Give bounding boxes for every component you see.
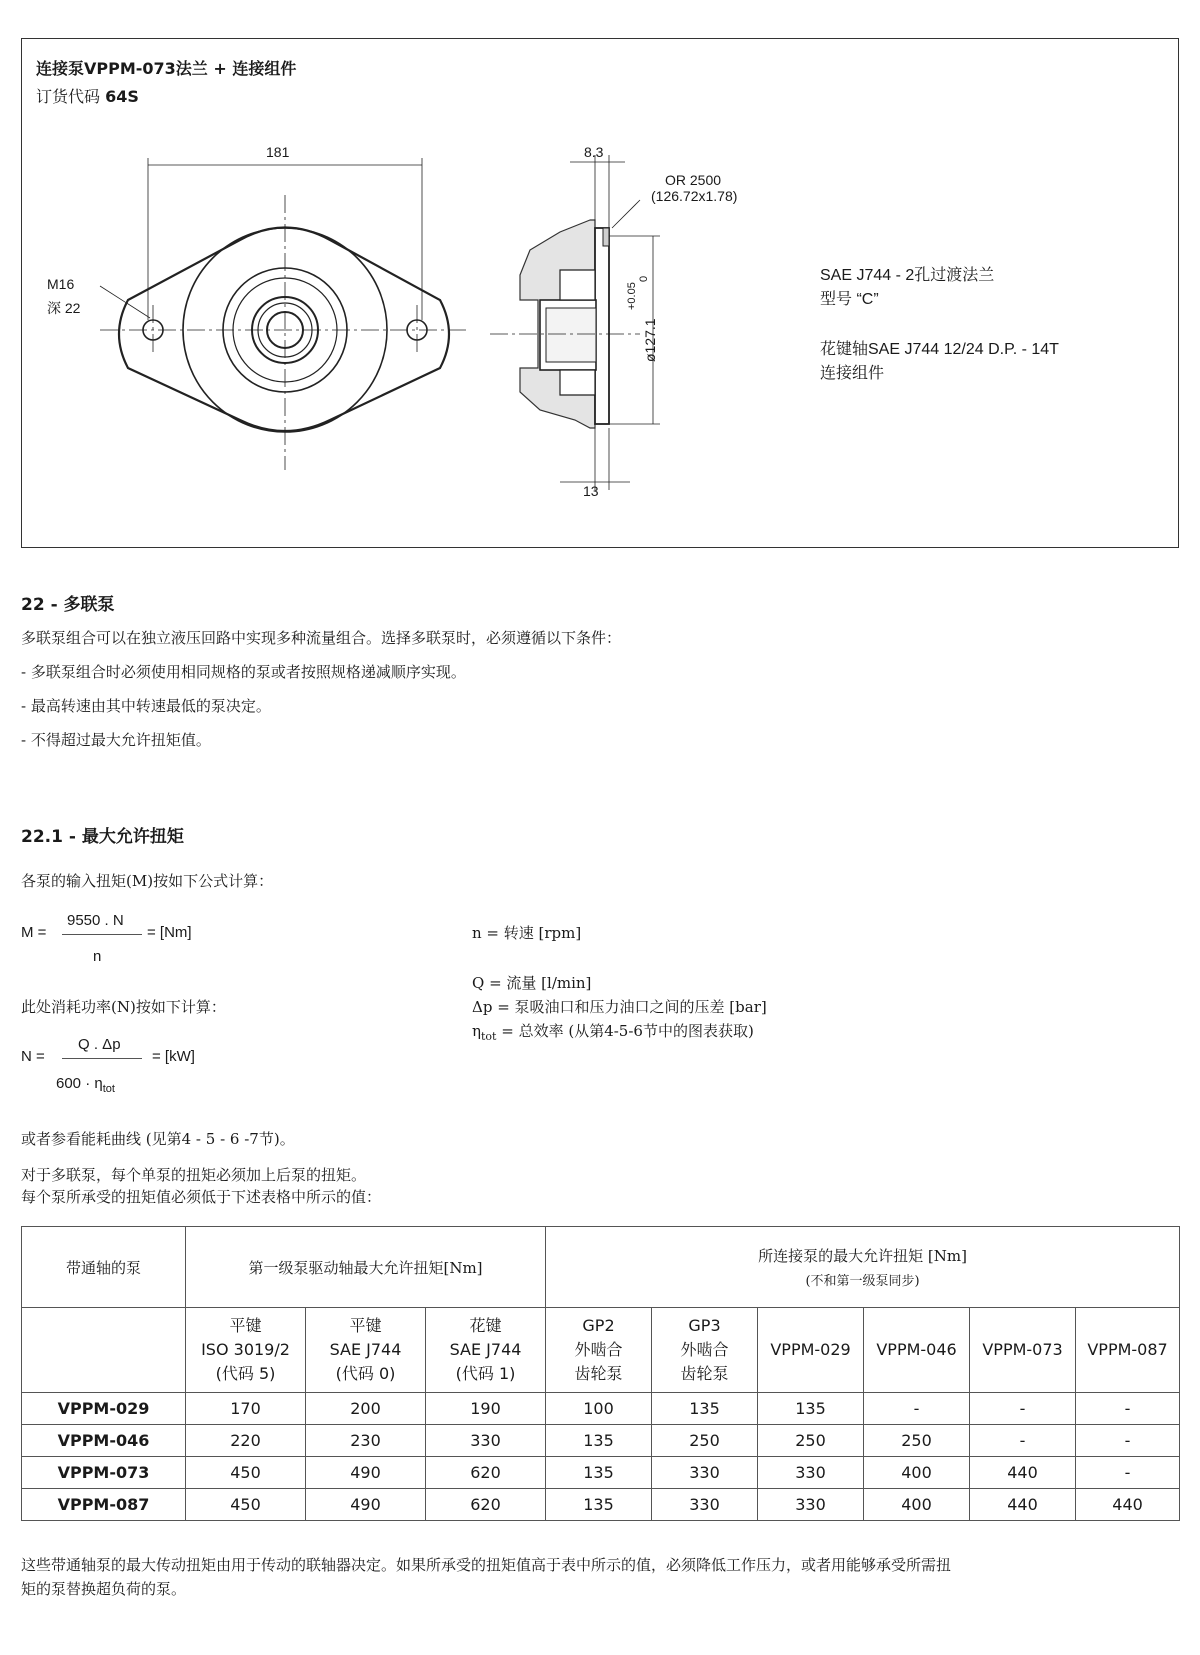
formula-n-numerator: Q . Δp xyxy=(78,1036,121,1053)
table-cell: 620 xyxy=(426,1457,546,1489)
footer-note-line-2: 矩的泵替换超负荷的泵。 xyxy=(21,1580,187,1598)
formula-m-rhs: = [Nm] xyxy=(147,924,192,941)
condition-item: - 最高转速由其中转速最低的泵决定。 xyxy=(21,697,271,715)
dim-13-label: 13 xyxy=(583,483,599,499)
table-cell: 330 xyxy=(426,1425,546,1457)
table-header-row xyxy=(22,1227,1180,1308)
power-formula-intro: 此处消耗功率(N)按如下计算： xyxy=(21,998,226,1016)
subheader-line: 外啮合 xyxy=(680,1340,729,1359)
subheader-flat-key-iso xyxy=(186,1308,306,1393)
subheader-gp2 xyxy=(546,1308,652,1393)
thread-leader xyxy=(100,286,150,318)
table-cell: 330 xyxy=(758,1457,864,1489)
front-view xyxy=(100,158,470,470)
flange-groove xyxy=(603,228,609,246)
subheader-line: 齿轮泵 xyxy=(680,1364,729,1383)
table-cell: - xyxy=(1076,1425,1180,1457)
legend-eta-sub: tot xyxy=(481,1030,497,1043)
table-cell: 450 xyxy=(186,1457,306,1489)
step-lower xyxy=(560,370,595,395)
formula-n-denominator xyxy=(56,1075,115,1095)
drawing-title: 连接泵VPPM-073法兰 + 连接组件 xyxy=(36,59,297,78)
table-cell: 135 xyxy=(546,1489,652,1521)
table-cell: 440 xyxy=(970,1457,1076,1489)
legend-flow: Q = 流量 [l/min] xyxy=(472,974,592,992)
subheader-line: 平键 xyxy=(349,1316,382,1335)
torque-table xyxy=(21,1226,1180,1521)
subheader-line: (代码 0) xyxy=(335,1364,396,1383)
table-subheader-row xyxy=(22,1308,1180,1393)
table-cell: 250 xyxy=(758,1425,864,1457)
table-cell: 490 xyxy=(306,1457,426,1489)
header-first-stage: 第一级泵驱动轴最大允许扭矩[Nm] xyxy=(186,1227,546,1308)
table-row xyxy=(22,1457,1180,1489)
table-row xyxy=(22,1425,1180,1457)
note-spline: 花键轴SAE J744 12/24 D.P. - 14T xyxy=(820,341,1059,358)
table-cell: 440 xyxy=(970,1489,1076,1521)
dim-181-label: 181 xyxy=(266,144,290,160)
legend-eta-text: = 总效率 (从第4-5-6节中的图表获取) xyxy=(496,1022,754,1040)
condition-item: - 多联泵组合时必须使用相同规格的泵或者按照规格递减顺序实现。 xyxy=(21,663,466,681)
formula-m-numerator: 9550 . N xyxy=(67,912,124,929)
table-row xyxy=(22,1489,1180,1521)
table-cell: 330 xyxy=(652,1489,758,1521)
formula-n-rhs: = [kW] xyxy=(152,1048,195,1065)
subheader-line: 齿轮泵 xyxy=(574,1364,623,1383)
header-connected xyxy=(546,1227,1180,1308)
row-pump-name: VPPM-087 xyxy=(22,1489,186,1521)
table-cell: - xyxy=(1076,1393,1180,1425)
depth-label: 深 22 xyxy=(47,300,81,316)
table-cell: 450 xyxy=(186,1489,306,1521)
note-coupling: 连接组件 xyxy=(820,365,885,382)
thread-label: M16 xyxy=(47,276,75,292)
subheader-spline-sae xyxy=(426,1308,546,1393)
order-code-value: 64S xyxy=(105,87,139,106)
tolerance-zero: 0 xyxy=(638,275,650,282)
table-cell: 620 xyxy=(426,1489,546,1521)
section-22-1-heading: 22.1 - 最大允许扭矩 xyxy=(21,827,184,847)
legend-eta-symbol: η xyxy=(472,1022,481,1040)
section-22-intro: 多联泵组合可以在独立液压回路中实现多种流量组合。选择多联泵时，必须遵循以下条件： xyxy=(21,629,622,647)
subheader-line: 外啮合 xyxy=(574,1340,623,1359)
table-cell: 135 xyxy=(546,1425,652,1457)
table-cell: 250 xyxy=(652,1425,758,1457)
table-cell: 220 xyxy=(186,1425,306,1457)
table-cell: - xyxy=(864,1393,970,1425)
table-cell: 330 xyxy=(652,1457,758,1489)
curve-reference: 或者参看能耗曲线 (见第4 - 5 - 6 -7节)。 xyxy=(21,1130,295,1148)
subheader-line: GP3 xyxy=(688,1316,721,1335)
formula-m-lhs: M = xyxy=(21,924,47,941)
order-code-label: 订货代码 xyxy=(36,87,106,106)
table-cell: 135 xyxy=(652,1393,758,1425)
table-row xyxy=(22,1393,1180,1425)
subheader-gp3 xyxy=(652,1308,758,1393)
formula-m-denominator: n xyxy=(93,948,102,965)
oring-size-label: (126.72x1.78) xyxy=(651,188,738,204)
flange-section xyxy=(595,228,609,424)
table-cell: 135 xyxy=(546,1457,652,1489)
subheader-line: SAE J744 xyxy=(329,1340,402,1359)
legend-pressure-diff: Δp = 泵吸油口和压力油口之间的压差 [bar] xyxy=(472,998,767,1016)
formula-n-lhs: N = xyxy=(21,1048,45,1065)
subheader-line: GP2 xyxy=(582,1316,615,1335)
section-22-heading: 22 - 多联泵 xyxy=(21,595,115,615)
step-upper xyxy=(560,270,595,300)
condition-item: - 不得超过最大允许扭矩值。 xyxy=(21,731,211,749)
flange-drawing xyxy=(0,0,1200,560)
table-cell: 230 xyxy=(306,1425,426,1457)
legend-efficiency xyxy=(472,1020,754,1043)
table-cell: 190 xyxy=(426,1393,546,1425)
multi-pump-note-1: 对于多联泵，每个单泵的扭矩必须加上后泵的扭矩。 xyxy=(21,1166,367,1184)
pilot-diameter-label: ø127.1 xyxy=(642,318,658,362)
subheader-line: 平键 xyxy=(229,1316,262,1335)
row-pump-name: VPPM-029 xyxy=(22,1393,186,1425)
subheader-vppm-073: VPPM-073 xyxy=(970,1308,1076,1393)
header-pump: 带通轴的泵 xyxy=(22,1227,186,1308)
formula-n-den-main: 600 · η xyxy=(56,1075,103,1092)
table-cell: 100 xyxy=(546,1393,652,1425)
subheader-line: (代码 1) xyxy=(455,1364,516,1383)
table-cell: - xyxy=(970,1393,1076,1425)
table-cell: - xyxy=(1076,1457,1180,1489)
row-pump-name: VPPM-073 xyxy=(22,1457,186,1489)
tolerance-plus: +0.05 xyxy=(626,282,638,310)
table-cell: 440 xyxy=(1076,1489,1180,1521)
subheader-vppm-029: VPPM-029 xyxy=(758,1308,864,1393)
multi-pump-note-2: 每个泵所承受的扭矩值必须低于下述表格中所示的值： xyxy=(21,1188,382,1206)
note-flange-type: SAE J744 - 2孔过渡法兰 xyxy=(820,267,995,284)
formula-m-fraction-bar xyxy=(62,934,142,935)
torque-formula-intro: 各泵的输入扭矩(M)按如下公式计算： xyxy=(21,872,274,890)
row-pump-name: VPPM-046 xyxy=(22,1425,186,1457)
formula-n-fraction-bar xyxy=(62,1058,142,1059)
flange-outline xyxy=(119,228,449,432)
legend-speed: n = 转速 [rpm] xyxy=(472,924,582,942)
table-cell: 490 xyxy=(306,1489,426,1521)
subheader-empty xyxy=(22,1308,186,1393)
table-cell: - xyxy=(970,1425,1076,1457)
subheader-vppm-046: VPPM-046 xyxy=(864,1308,970,1393)
table-cell: 330 xyxy=(758,1489,864,1521)
oring-label: OR 2500 xyxy=(665,172,722,188)
table-cell: 200 xyxy=(306,1393,426,1425)
formula-n-den-sub: tot xyxy=(102,1083,115,1095)
table-cell: 135 xyxy=(758,1393,864,1425)
subheader-line: 花键 xyxy=(469,1316,502,1335)
subheader-vppm-087: VPPM-087 xyxy=(1076,1308,1180,1393)
side-view xyxy=(490,155,660,490)
header-connected-title: 所连接泵的最大允许扭矩 [Nm] xyxy=(758,1247,967,1265)
dim-8-3-label: 8.3 xyxy=(584,144,604,160)
coupling-bore xyxy=(546,308,596,362)
subheader-line: ISO 3019/2 xyxy=(201,1340,290,1359)
subheader-line: (代码 5) xyxy=(215,1364,276,1383)
table-cell: 400 xyxy=(864,1489,970,1521)
subheader-flat-key-sae xyxy=(306,1308,426,1393)
table-cell: 170 xyxy=(186,1393,306,1425)
table-cell: 400 xyxy=(864,1457,970,1489)
front-centerlines xyxy=(100,195,470,470)
table-cell: 250 xyxy=(864,1425,970,1457)
footer-note-line-1: 这些带通轴泵的最大传动扭矩由用于传动的联轴器决定。如果所承受的扭矩值高于表中所示的值，必须降低工作压力，或者用能够承受所需扭 xyxy=(21,1556,952,1574)
subheader-line: SAE J744 xyxy=(449,1340,522,1359)
note-model: 型号 “C” xyxy=(820,291,879,308)
header-connected-subtitle: (不和第一级泵同步) xyxy=(805,1274,920,1289)
